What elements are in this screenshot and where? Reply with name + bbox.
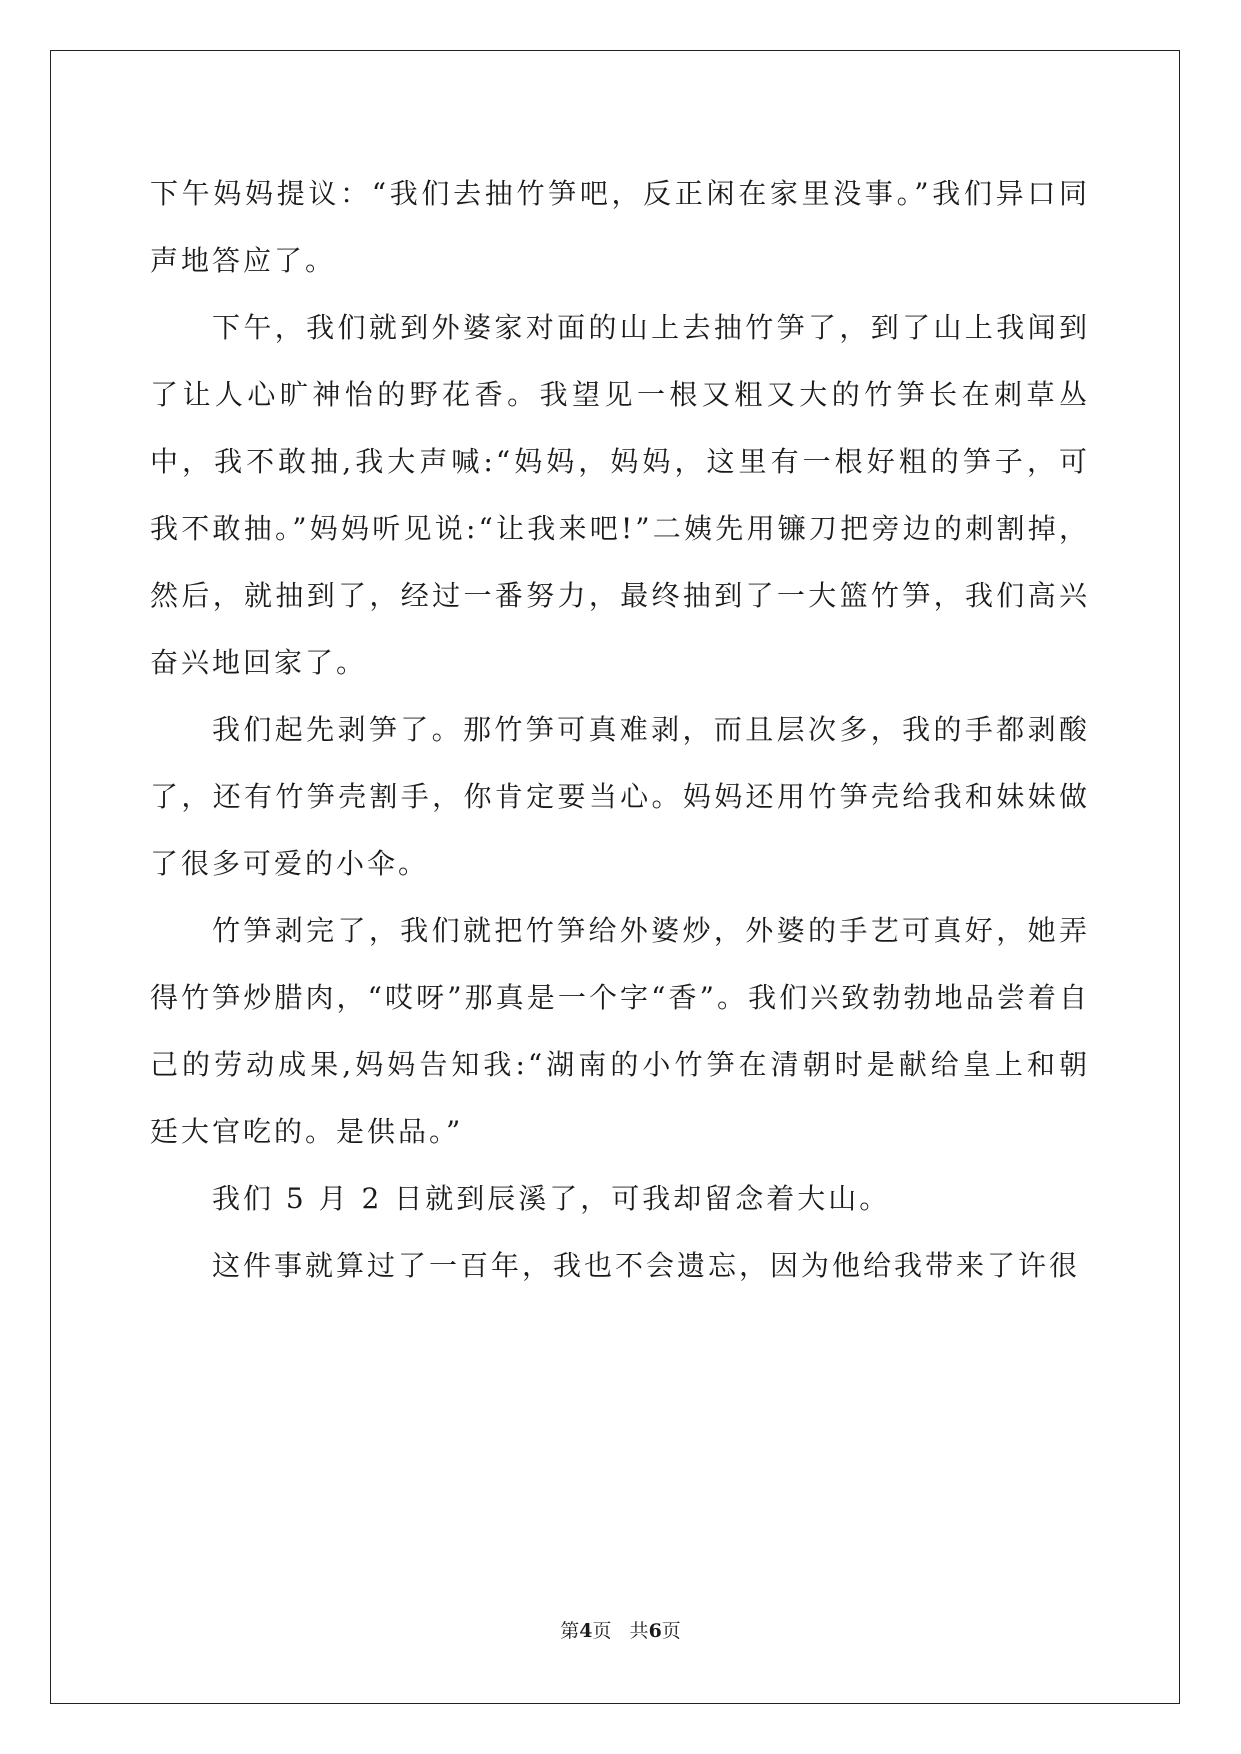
paragraph-6: 这件事就算过了一百年，我也不会遗忘，因为他给我带来了许很	[212, 1249, 1081, 1282]
paragraph-5: 我们 5 月 2 日就到辰溪了，可我却留念着大山。	[212, 1182, 891, 1215]
paragraph-4: 竹笋剥完了，我们就把竹笋给外婆炒，外婆的手艺可真好，她弄得竹笋炒腊肉，“哎呀”那真是一个字“香”。我们兴致勃勃地品尝着自己的劳动成果,妈妈告知我:“湖南的小竹笋在清朝时是献给皇上和朝廷大官吃的。是供品。”	[150, 914, 1090, 1148]
footer-suffix: 页	[661, 1620, 681, 1642]
footer-mid: 页 共	[592, 1620, 649, 1642]
current-page-number: 4	[579, 1620, 593, 1642]
document-body	[150, 160, 1090, 1299]
page-footer	[0, 1616, 1241, 1643]
total-pages-number: 6	[648, 1620, 662, 1642]
paragraph-2: 下午，我们就到外婆家对面的山上去抽竹笋了，到了山上我闻到了让人心旷神怡的野花香。我望见一根又粗又大的竹笋长在刺草丛中，我不敢抽,我大声喊:“妈妈，妈妈，这里有一根好粗的笋子，可我不敢抽。”妈妈听见说:“让我来吧!”二姨先用镰刀把旁边的刺割掉，然后，就抽到了，经过一番努力，最终抽到了一大篮竹笋，我们高兴奋兴地回家了。	[150, 311, 1090, 679]
footer-prefix: 第	[560, 1620, 580, 1642]
paragraph-3: 我们起先剥笋了。那竹笋可真难剥，而且层次多，我的手都剥酸了，还有竹笋壳割手，你肯定要当心。妈妈还用竹笋壳给我和妹妹做了很多可爱的小伞。	[150, 713, 1090, 880]
paragraph-1: 下午妈妈提议：“我们去抽竹笋吧，反正闲在家里没事。”我们异口同声地答应了。	[150, 177, 1090, 277]
